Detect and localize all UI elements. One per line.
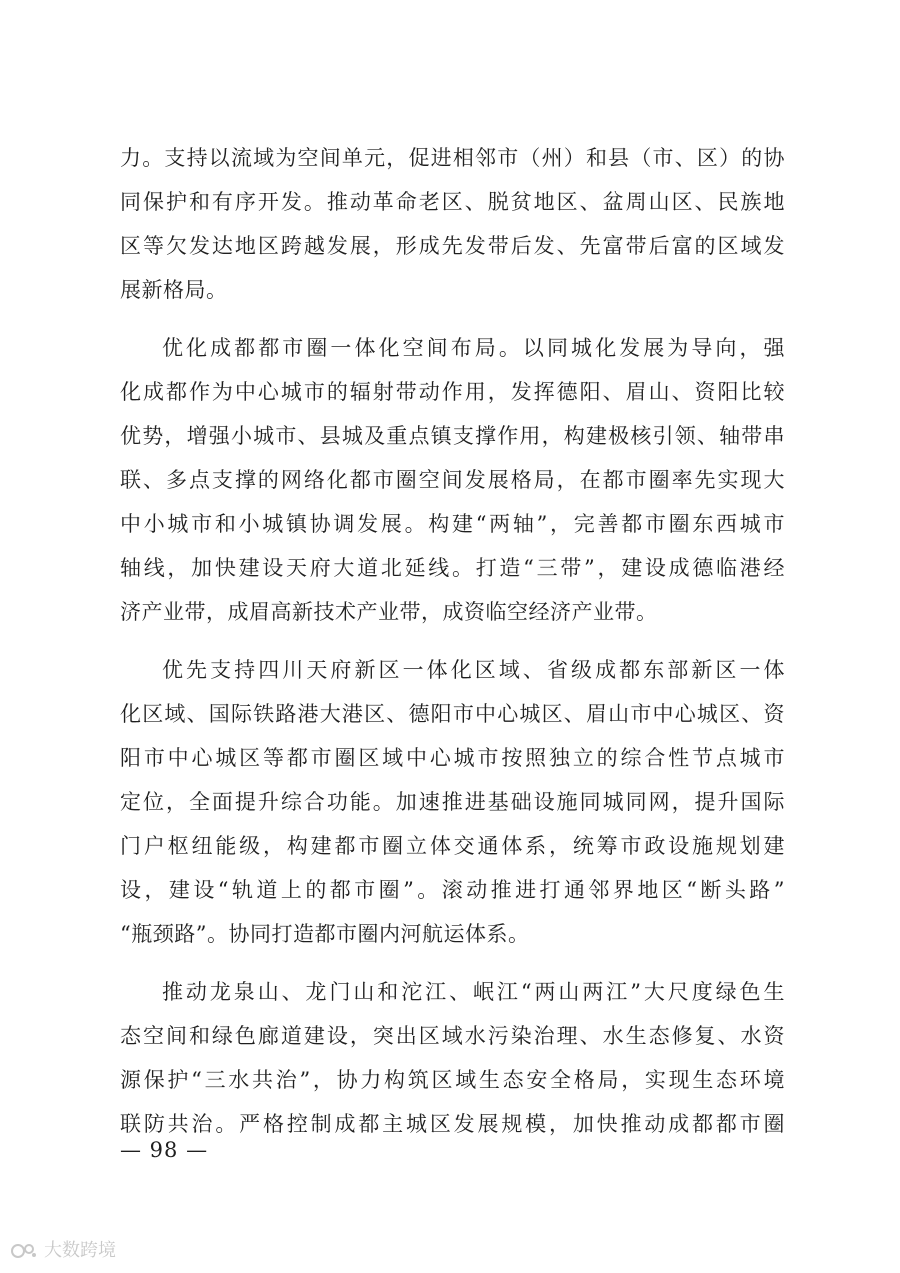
text-line: 联防共治。严格控制成都主城区发展规模，加快推动成都都市圈 [120,1112,785,1136]
text-line: 化成都作为中心城市的辐射带动作用，发挥德阳、眉山、资阳比较 [120,380,785,404]
text-line: 化区域、国际铁路港大港区、德阳市中心城区、眉山市中心城区、资 [120,702,785,726]
text-line: 源保护“三水共治”，协力构筑区域生态安全格局，实现生态环境 [120,1068,785,1092]
text-line: 优化成都都市圈一体化空间布局。以同城化发展为导向，强 [162,336,785,360]
text-line: 推动龙泉山、龙门山和沱江、岷江“两山两江”大尺度绿色生 [162,980,785,1004]
text-line: 展新格局。 [120,278,228,302]
text-line: 设，建设“轨道上的都市圈”。滚动推进打通邻界地区“断头路” [120,878,785,902]
watermark-text: 大数跨境 [44,1240,116,1261]
text-line: 优先支持四川天府新区一体化区域、省级成都东部新区一体 [162,658,785,682]
text-line: 联、多点支撑的网络化都市圈空间发展格局，在都市圈率先实现大 [120,468,785,492]
text-line: 同保护和有序开发。推动革命老区、脱贫地区、盆周山区、民族地 [120,190,785,214]
body-text [120,136,785,1146]
text-line: 阳市中心城区等都市圈区域中心城市按照独立的综合性节点城市 [120,746,785,770]
page-number: — 98 — [120,1138,209,1162]
text-line: 力。支持以流域为空间单元，促进相邻市（州）和县（市、区）的协 [120,146,785,170]
text-line: 济产业带，成眉高新技术产业带，成资临空经济产业带。 [120,600,658,624]
text-line: 门户枢纽能级，构建都市圈立体交通体系，统筹市政设施规划建 [120,834,785,858]
text-line: 定位，全面提升综合功能。加速推进基础设施同城同网，提升国际 [120,790,785,814]
text-line: 中小城市和小城镇协调发展。构建“两轴”，完善都市圈东西城市 [120,512,785,536]
watermark [10,1238,116,1264]
text-line: 轴线，加快建设天府大道北延线。打造“三带”，建设成德临港经 [120,556,785,580]
text-line: 态空间和绿色廊道建设，突出区域水污染治理、水生态修复、水资 [120,1024,785,1048]
text-line: 区等欠发达地区跨越发展，形成先发带后发、先富带后富的区域发 [120,234,785,258]
text-line: 优势，增强小城市、县城及重点镇支撑作用，构建极核引领、轴带串 [120,424,785,448]
text-line: “瓶颈路”。协同打造都市圈内河航运体系。 [120,922,530,946]
brand-logo-icon [10,1240,38,1262]
